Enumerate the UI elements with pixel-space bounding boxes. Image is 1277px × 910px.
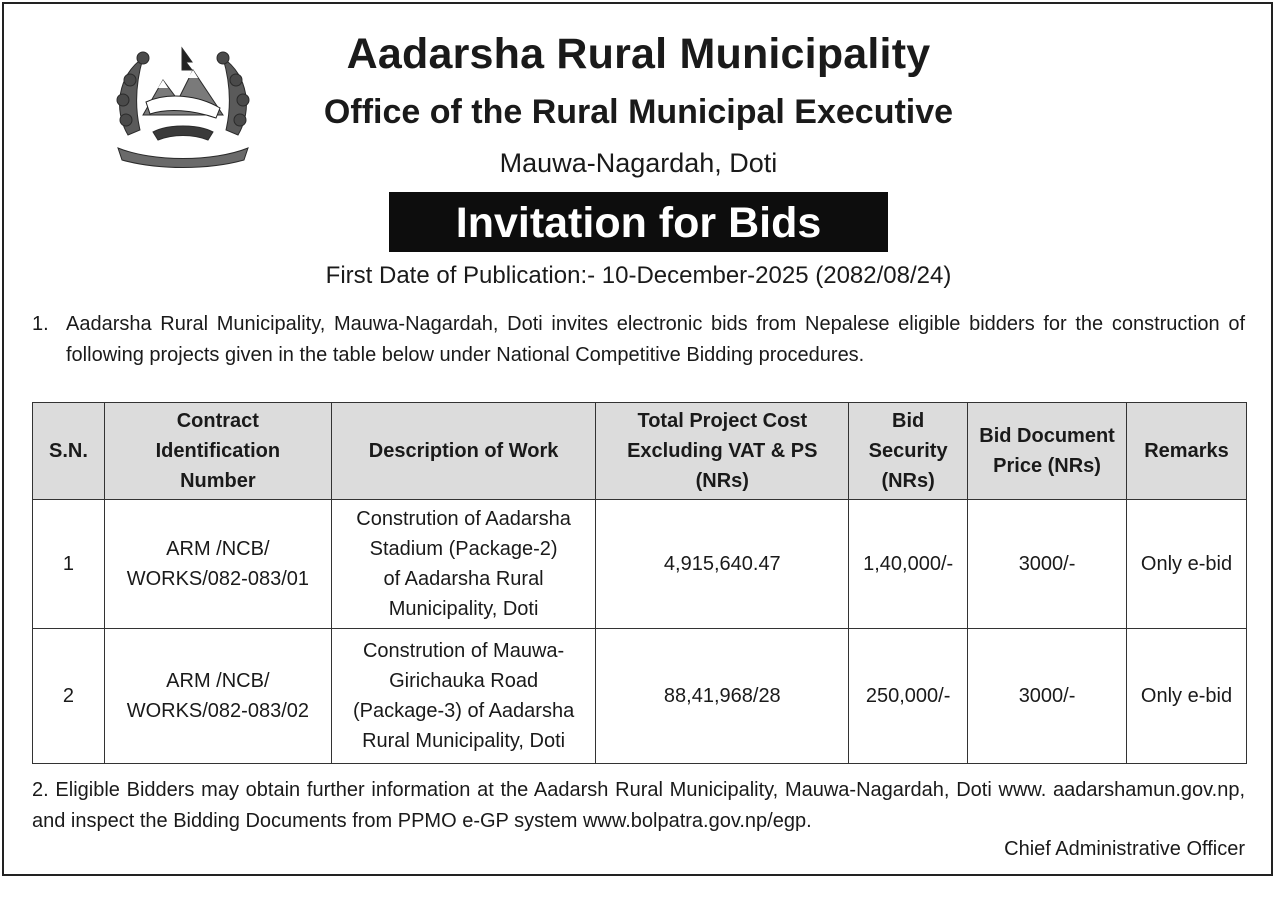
cell-contract-id bbox=[104, 629, 331, 764]
header-bid-security bbox=[849, 403, 968, 500]
description-line1: Constrution of Mauwa- bbox=[362, 640, 565, 662]
contract-id-line2: WORKS/082-083/01 bbox=[126, 568, 310, 590]
header-security-line2: Security bbox=[868, 440, 948, 462]
table-row bbox=[33, 629, 1247, 764]
header-cost bbox=[596, 403, 849, 500]
header-remarks: Remarks bbox=[1127, 403, 1247, 500]
cell-bid-security: 250,000/- bbox=[849, 629, 968, 764]
header-contract-id-line3: Number bbox=[180, 470, 256, 492]
cell-description bbox=[331, 500, 596, 629]
cell-bid-security: 1,40,000/- bbox=[849, 500, 968, 629]
header-doc-price-line1: Bid Document bbox=[979, 425, 1115, 447]
cell-sn: 1 bbox=[33, 500, 105, 629]
intro-paragraph bbox=[32, 309, 1245, 371]
cell-cost: 88,41,968/28 bbox=[596, 629, 849, 764]
cell-cost: 4,915,640.47 bbox=[596, 500, 849, 629]
description-line4: Municipality, Doti bbox=[388, 598, 539, 620]
header-cost-line3: (NRs) bbox=[695, 470, 749, 492]
footer-paragraph: 2. Eligible Bidders may obtain further information at the Aadarsh Rural Municipality, Mauwa-Nagardah, Doti www. aadarshamun.gov.np, and inspect the Bidding Documents from PPMO e-GP system www.bolpatra.gov.np/egp. bbox=[32, 779, 1245, 832]
contract-id-line1: ARM /NCB/ bbox=[166, 538, 270, 560]
cell-remarks: Only e-bid bbox=[1127, 629, 1247, 764]
description-line3: (Package-3) of Aadarsha bbox=[352, 700, 575, 722]
cell-sn: 2 bbox=[33, 629, 105, 764]
description-line1: Constrution of Aadarsha bbox=[356, 508, 571, 530]
contract-id-line2: WORKS/082-083/02 bbox=[126, 700, 310, 722]
signatory: Chief Administrative Officer bbox=[1004, 838, 1245, 860]
office-name: Office of the Rural Municipal Executive bbox=[323, 93, 954, 131]
cell-description bbox=[331, 629, 596, 764]
contract-id-line1: ARM /NCB/ bbox=[166, 670, 270, 692]
intro-number: 1. bbox=[32, 313, 49, 335]
description-line3: of Aadarsha Rural bbox=[383, 568, 544, 590]
cell-contract-id bbox=[104, 500, 331, 629]
header-cost-line2: Excluding VAT & PS bbox=[627, 440, 818, 462]
table-row bbox=[33, 500, 1247, 629]
cell-doc-price: 3000/- bbox=[968, 500, 1127, 629]
header-security-line3: (NRs) bbox=[881, 470, 935, 492]
description-line4: Rural Municipality, Doti bbox=[362, 730, 566, 752]
cell-remarks: Only e-bid bbox=[1127, 500, 1247, 629]
municipality-name: Aadarsha Rural Municipality bbox=[346, 30, 931, 78]
header-doc-price bbox=[968, 403, 1127, 500]
header-contract-id-line2: Identification bbox=[155, 440, 281, 462]
office-address: Mauwa-Nagardah, Doti bbox=[499, 148, 778, 178]
description-line2: Girichauka Road bbox=[389, 670, 539, 692]
header-sn: S.N. bbox=[33, 403, 105, 500]
header-security-line1: Bid bbox=[892, 410, 925, 432]
header-contract-id-line1: Contract bbox=[176, 410, 259, 432]
intro-text: Aadarsha Rural Municipality, Mauwa-Nagardah, Doti invites electronic bids from Nepalese eligible bidders for the construction of following projects given in the table below under National Competitive Bidding procedures. bbox=[66, 313, 1245, 366]
bids-table bbox=[32, 402, 1247, 764]
header-contract-id bbox=[104, 403, 331, 500]
cell-doc-price: 3000/- bbox=[968, 629, 1127, 764]
header-cost-line1: Total Project Cost bbox=[637, 410, 808, 432]
notice-title-banner: Invitation for Bids bbox=[389, 192, 888, 252]
description-line2: Stadium (Package-2) bbox=[369, 538, 558, 560]
header-doc-price-line2: Price (NRs) bbox=[993, 455, 1101, 477]
table-header-row bbox=[33, 403, 1247, 500]
publication-date: First Date of Publication:- 10-December-2025 (2082/08/24) bbox=[325, 262, 952, 289]
header-description: Description of Work bbox=[331, 403, 596, 500]
